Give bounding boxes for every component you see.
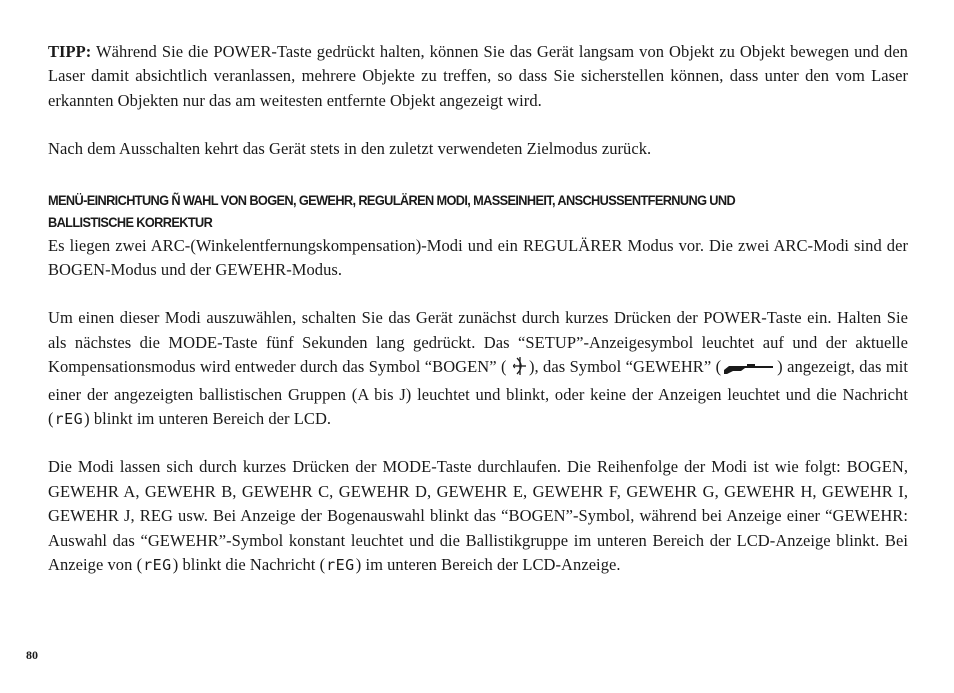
tip-paragraph: [48, 40, 908, 113]
page-number: 80: [26, 648, 38, 662]
section-heading-line2: BALLISTISCHE KORREKTUR: [48, 214, 213, 231]
document-page: [48, 40, 908, 578]
lcd-reg-message-2: rEG: [326, 556, 355, 575]
tip-colon: :: [85, 42, 92, 61]
lcd-reg-message: rEG: [54, 410, 84, 429]
mode-cycle-paragraph: [48, 455, 908, 577]
section-heading-line1: MENÜ-EINRICHTUNG Ñ WAHL VON BOGEN, GEWEHR, REGULÄREN MODI, MASSEINHEIT, ANSCHUSSENTFERNUNG UND: [48, 192, 736, 209]
power-off-note: Nach dem Ausschalten kehrt das Gerät stets in den zuletzt verwendeten Zielmodus zurück.: [48, 139, 652, 159]
bow-icon: [513, 357, 527, 382]
mode-cycle-text-2: ) blinkt die Nachricht (: [172, 555, 326, 575]
lcd-reg-display: rEG: [143, 556, 172, 575]
arc-modes-paragraph: Es liegen zwei ARC-(Winkelentfernungskompensation)-Modi und ein REGULÄRER Modus vor. Die zwei ARC-Modi sind der BOGEN-Modus und der GEWEHR-Modus.: [48, 235, 908, 280]
mode-select-paragraph: [48, 306, 908, 431]
section-heading: [48, 190, 930, 234]
mode-cycle-text-3: ) im unteren Bereich der LCD-Anzeige.: [355, 555, 621, 575]
mode-select-text-2: ), das Symbol “GEWEHR” (: [528, 357, 722, 377]
mode-select-text-1: Um einen dieser Modi auszuwählen, schalten Sie das Gerät zunächst durch kurzes Drücken der POWER-Taste ein. Halten Sie als nächstes die MODE-Taste fünf Sekunden lang gedrückt. Das “SETUP”-Anzeigesymbol leuchtet auf und der aktuelle Kompensationsmodus wird entweder durch das Symbol “BOGEN” (: [48, 308, 908, 377]
mode-select-text-3: ) angezeigt, das mit einer der angezeigten ballistischen Gruppen (A bis J) leuchtet und blinkt, oder keine der Anzeigen leuchtet und die Nachricht (: [48, 357, 908, 429]
tip-text: Während Sie die POWER-Taste gedrückt halten, können Sie das Gerät langsam von Objekt zu Objekt bewegen und den Laser damit absichtlich veranlassen, mehrere Objekte zu treffen, so dass Sie sicherstellen können, dass unter den vom Laser erkannten Objekten nur das am weitesten entfernte Objekt angezeigt wird.: [48, 42, 908, 110]
mode-select-text-4: ) blinkt im unteren Bereich der LCD.: [84, 409, 332, 429]
mode-cycle-text-1: Die Modi lassen sich durch kurzes Drücken der MODE-Taste durchlaufen. Die Reihenfolge der Modi ist wie folgt: BOGEN, GEWEHR A, GEWEHR B, GEWEHR C, GEWEHR D, GEWEHR E, GEWEHR F, GEWEHR G, GEWEHR H, GEWEHR I, GEWEHR J, REG usw. Bei Anzeige der Bogenauswahl blinkt das “BOGEN”-Symbol, während bei Anzeige einer “GEWEHR: Auswahl das “GEWEHR”-Symbol konstant leuchtet und die Ballistikgruppe im unteren Bereich der LCD-Anzeige blinkt. Bei Anzeige von (: [48, 457, 908, 575]
tip-label: TIPP: [48, 42, 86, 61]
rifle-icon: [723, 358, 775, 382]
